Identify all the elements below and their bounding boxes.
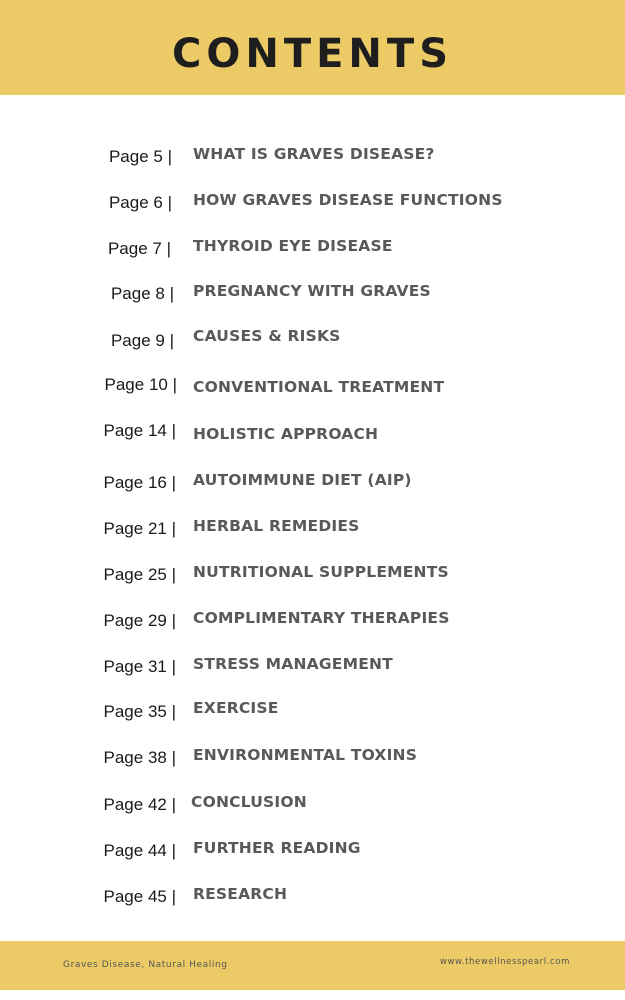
toc-entry-title: HOW GRAVES DISEASE FUNCTIONS [193,191,503,209]
toc-row[interactable] [0,375,625,404]
toc-entry-title: CONVENTIONAL TREATMENT [193,378,445,396]
toc-row[interactable] [0,699,625,725]
footer-band [0,941,625,990]
footer-website-link[interactable]: www.thewellnesspearl.com [439,957,570,967]
toc-row[interactable] [0,746,625,772]
toc-page-number: Page 25 | [103,565,176,584]
toc-entry-title: NUTRITIONAL SUPPLEMENTS [193,563,449,581]
toc-page-number: Page 29 | [103,611,176,630]
toc-page-number: Page 14 | [103,421,176,440]
toc-row[interactable] [0,145,625,171]
toc-row[interactable] [0,237,625,263]
toc-entry-title: CAUSES & RISKS [193,327,341,345]
toc-entry-title: STRESS MANAGEMENT [193,655,393,673]
toc-entry-title: AUTOIMMUNE DIET (AIP) [193,471,412,489]
toc-row[interactable] [0,793,625,819]
toc-row[interactable] [0,421,625,451]
toc-row[interactable] [0,609,625,635]
toc-entry-title: COMPLIMENTARY THERAPIES [193,609,450,627]
page-title: CONTENTS [171,31,453,77]
toc-page-number: Page 7 | [107,239,171,258]
toc-page-number: Page 31 | [103,657,176,676]
toc-row[interactable] [0,655,625,681]
toc-page-number: Page 16 | [103,473,176,492]
toc-page-number: Page 9 | [110,331,174,350]
toc-row[interactable] [0,282,625,308]
toc-page-number: Page 10 | [104,375,177,394]
toc-page-number: Page 35 | [103,702,176,721]
toc-page-number: Page 45 | [103,887,176,906]
toc-page-number: Page 44 | [103,841,176,860]
toc-page-number: Page 5 | [108,147,172,166]
toc-row[interactable] [0,191,625,217]
toc-page-number: Page 42 | [103,795,176,814]
toc-row[interactable] [0,471,625,497]
toc-entry-title: WHAT IS GRAVES DISEASE? [193,145,435,163]
toc-row[interactable] [0,563,625,589]
toc-page-number: Page 6 | [108,193,172,212]
toc-entry-title: FURTHER READING [193,839,361,857]
toc-page-number: Page 8 | [110,284,174,303]
toc-entry-title: THYROID EYE DISEASE [193,237,393,255]
toc-row[interactable] [0,327,625,353]
toc-entry-title: HOLISTIC APPROACH [193,425,379,443]
toc-page-number: Page 21 | [103,519,176,538]
toc-row[interactable] [0,885,625,911]
toc-row[interactable] [0,839,625,865]
toc-entry-title: EXERCISE [193,699,279,717]
toc-row[interactable] [0,517,625,543]
toc-entry-title: HERBAL REMEDIES [193,517,360,535]
toc-entry-title: RESEARCH [193,885,288,903]
footer-book-title: Graves Disease, Natural Healing [63,960,228,970]
toc-entry-title: PREGNANCY WITH GRAVES [193,282,431,300]
toc-page-number: Page 38 | [103,748,176,767]
toc-entry-title: ENVIRONMENTAL TOXINS [193,746,418,764]
toc-entry-title: CONCLUSION [191,793,307,811]
